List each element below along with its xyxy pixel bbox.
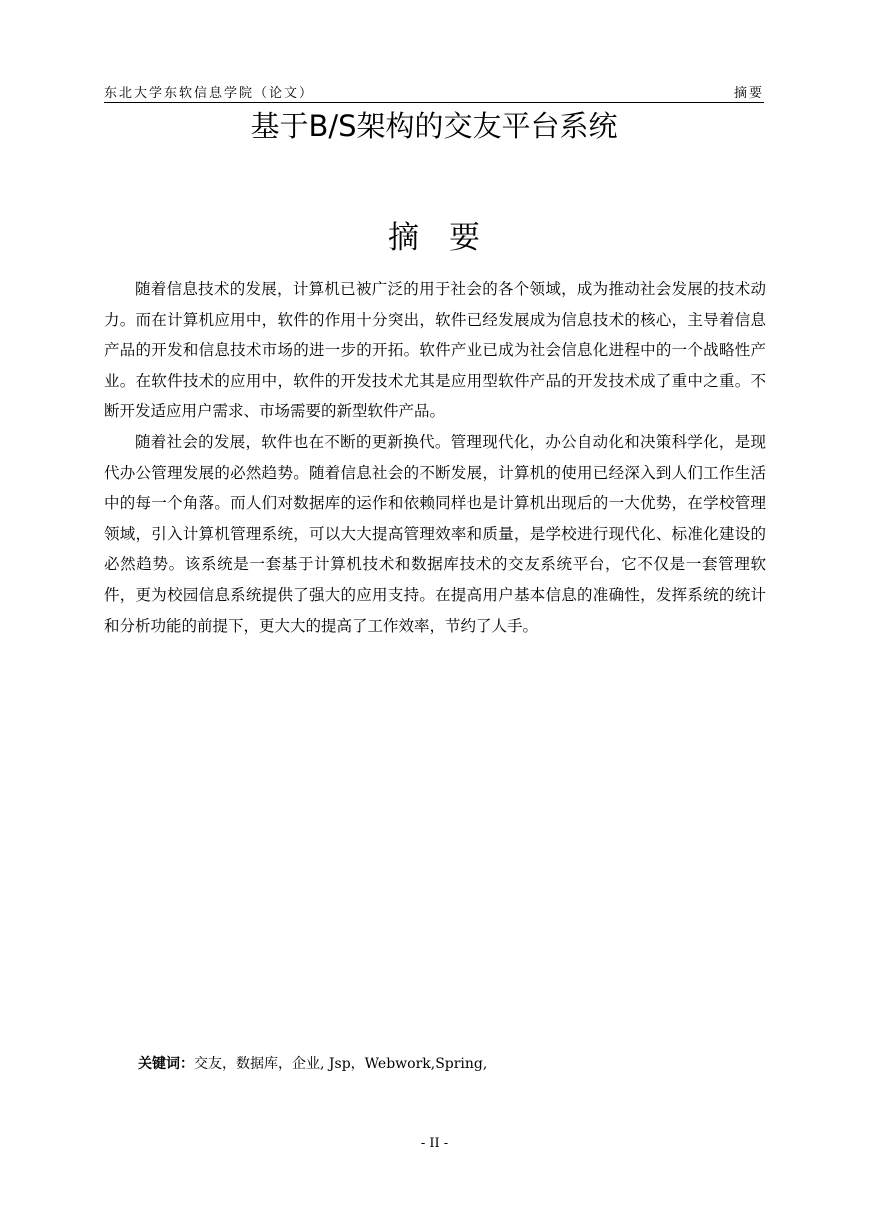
keywords-value: 交友，数据库，企业, Jsp，Webwork,Spring, [194,1056,488,1072]
abstract-paragraph-2: 随着社会的发展，软件也在不断的更新换代。管理现代化，办公自动化和决策科学化，是现代办公管理发展的必然趋势。随着信息社会的不断发展，计算机的使用已经深入到人们工作生活中的每一个角落。而人们对数据库的运作和依赖同样也是计算机出现后的一大优势，在学校管理领域，引入计算机管理系统，可以大大提高管理效率和质量，是学校进行现代化、标准化建设的必然趋势。该系统是一套基于计算机技术和数据库技术的交友系统平台，它不仅是一套管理软件，更为校园信息系统提供了强大的应用支持。在提高用户基本信息的准确性，发挥系统的统计和分析功能的前提下，更大大的提高了工作效率，节约了人手。 [104,432,766,635]
abstract-body [104,274,766,641]
header-institution: 东北大学东软信息学院（论文） [104,86,315,101]
keywords-line [138,1054,487,1074]
keywords-label: 关键词： [138,1056,194,1072]
abstract-paragraph-1: 随着信息技术的发展，计算机已被广泛的用于社会的各个领域，成为推动社会发展的技术动力。而在计算机应用中，软件的作用十分突出，软件已经发展成为信息技术的核心，主导着信息产品的开发和信息技术市场的进一步的开拓。软件产业已成为社会信息化进程中的一个战略性产业。在软件技术的应用中，软件的开发技术尤其是应用型软件产品的开发技术成了重中之重。不断开发适应用户需求、市场需要的新型软件产品。 [104,280,766,421]
page-header [104,80,764,103]
abstract-heading: 摘要 [388,220,510,256]
page-number: - II - [420,1136,449,1151]
header-section: 摘要 [733,86,764,101]
thesis-title: 基于B/S架构的交友平台系统 [250,109,618,143]
